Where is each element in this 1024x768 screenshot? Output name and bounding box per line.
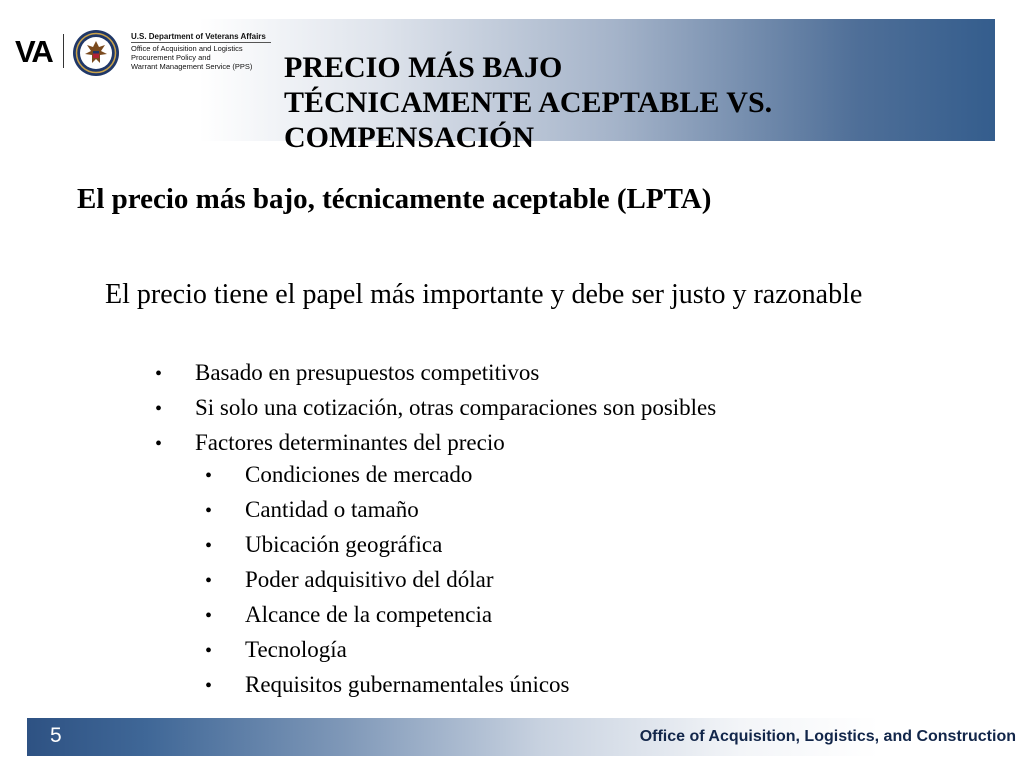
list-item-label: Tecnología: [245, 637, 347, 662]
list-item: [205, 668, 570, 703]
list-item: [155, 356, 716, 391]
list-item-label: Si solo una cotización, otras comparaciones son posibles: [195, 395, 717, 420]
list-item-label: Requisitos gubernamentales únicos: [245, 672, 570, 697]
list-item: [205, 633, 570, 668]
department-name: U.S. Department of Veterans Affairs: [131, 32, 271, 43]
list-item-label: Basado en presupuestos competitivos: [195, 360, 540, 385]
list-item: [205, 598, 570, 633]
page-number: 5: [50, 724, 62, 747]
main-statement: El precio tiene el papel más importante y debe ser justo y razonable: [105, 279, 863, 310]
va-logo: VA: [15, 34, 52, 69]
slide-title-line: PRECIO MÁS BAJO: [284, 51, 563, 84]
list-item: [205, 563, 570, 598]
list-item-label: Ubicación geográfica: [245, 532, 443, 557]
bullet-icon: •: [205, 675, 213, 697]
office-line: Procurement Policy and: [131, 53, 211, 62]
bullet-icon: •: [205, 570, 213, 592]
bullet-icon: •: [205, 500, 213, 522]
footer-organization: Office of Acquisition, Logistics, and Construction: [639, 728, 1016, 745]
bullet-icon: •: [155, 363, 163, 385]
list-item: [205, 458, 570, 493]
slide-title-line: COMPENSACIÓN: [284, 121, 535, 154]
office-line: Warrant Management Service (PPS): [131, 62, 253, 71]
logo-divider: [63, 34, 64, 68]
slide-title: [284, 50, 884, 155]
list-item: [155, 426, 716, 461]
slide-title-line: TÉCNICAMENTE ACEPTABLE VS.: [284, 86, 773, 119]
bullet-icon: •: [205, 535, 213, 557]
bullet-icon: •: [155, 398, 163, 420]
list-item-label: Alcance de la competencia: [245, 602, 493, 627]
slide-subtitle: El precio más bajo, técnicamente aceptable (LPTA): [77, 183, 712, 215]
list-item-label: Factores determinantes del precio: [195, 430, 505, 455]
va-seal-icon: [72, 29, 120, 77]
list-item: [205, 528, 570, 563]
office-line: Office of Acquisition and Logistics: [131, 44, 243, 53]
bullet-icon: •: [155, 433, 163, 455]
bullet-list-level1: [155, 356, 716, 461]
bullet-icon: •: [205, 640, 213, 662]
bullet-icon: •: [205, 465, 213, 487]
list-item: [205, 493, 570, 528]
list-item-label: Cantidad o tamaño: [245, 497, 419, 522]
list-item-label: Condiciones de mercado: [245, 462, 473, 487]
bullet-list-level2: [205, 458, 570, 703]
list-item-label: Poder adquisitivo del dólar: [245, 567, 494, 592]
department-block: [131, 32, 271, 71]
bullet-icon: •: [205, 605, 213, 627]
list-item: [155, 391, 716, 426]
